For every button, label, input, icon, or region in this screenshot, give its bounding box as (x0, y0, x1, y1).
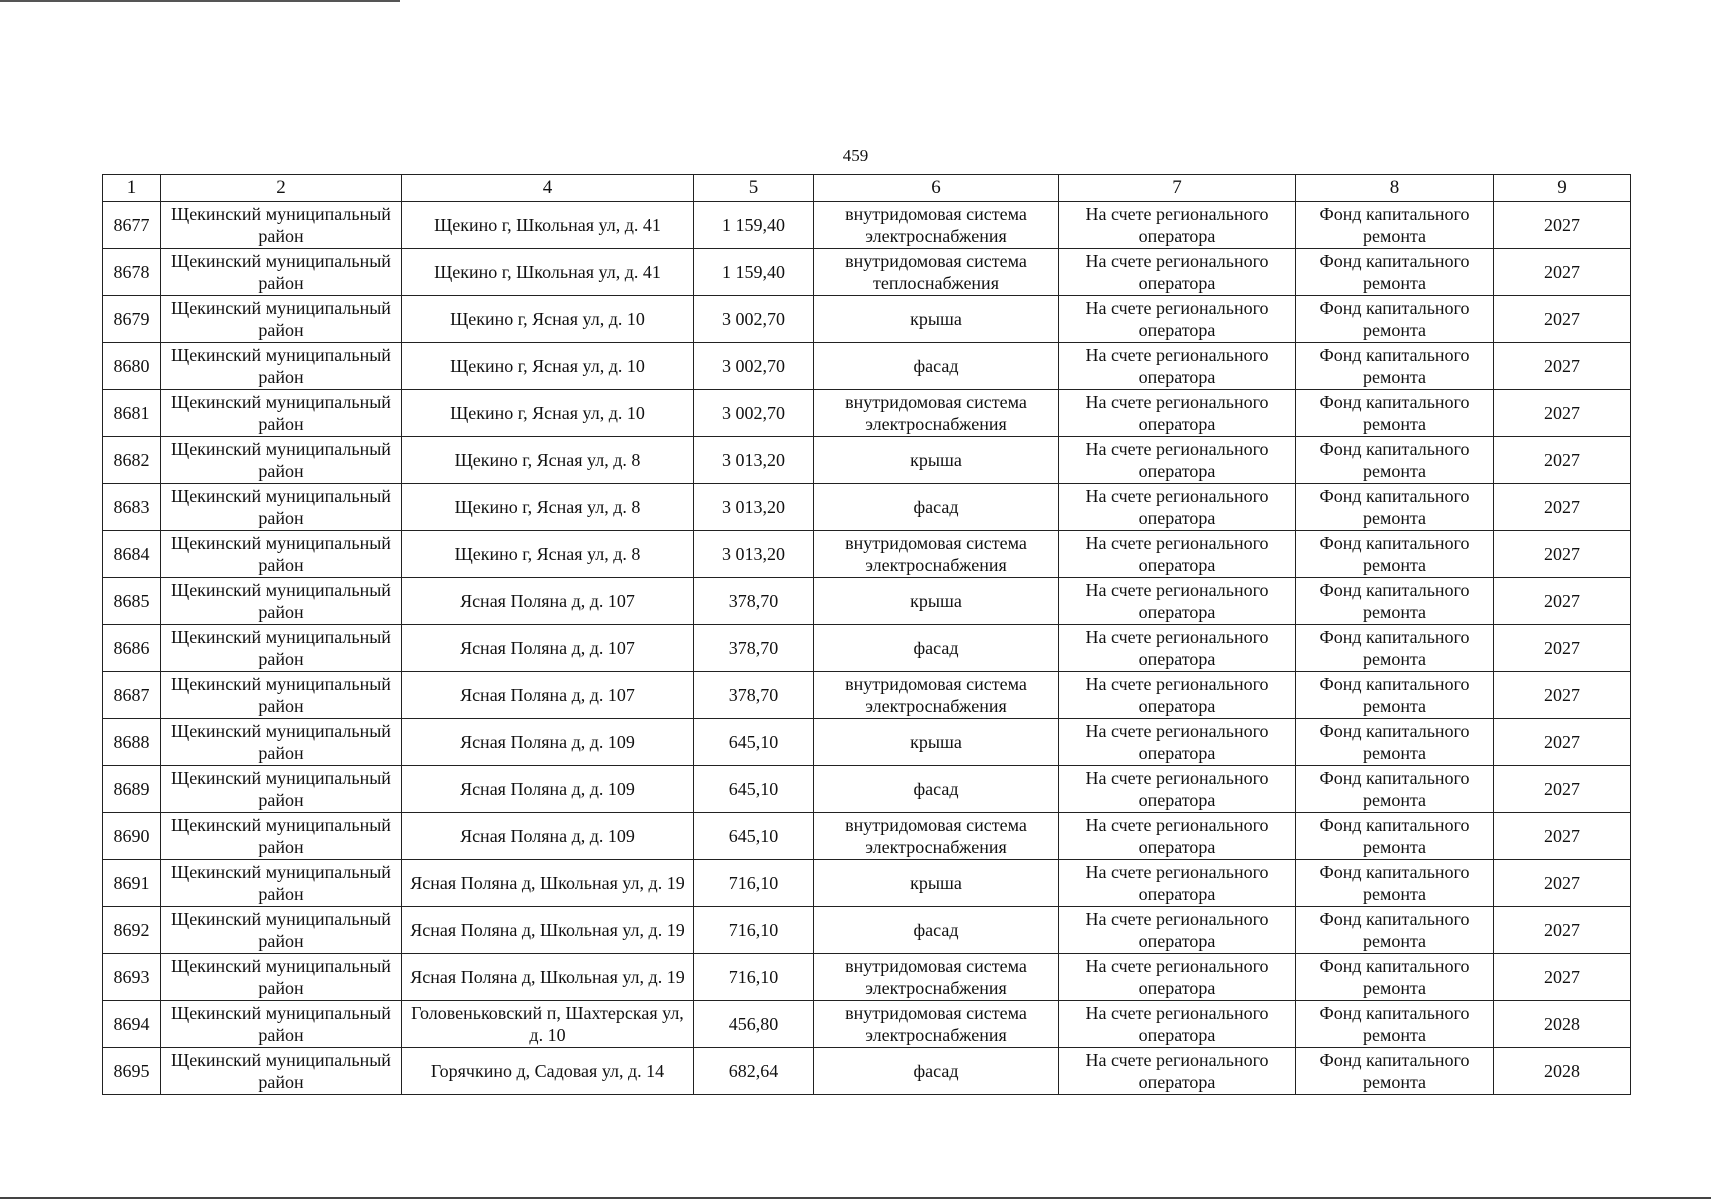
table-row (103, 860, 1631, 907)
row-number-cell: 8686 (103, 625, 161, 672)
address-cell: Щекино г, Школьная ул, д. 41 (402, 202, 694, 249)
fund-account-cell: На счете регионального оператора (1059, 907, 1296, 954)
address-cell: Ясная Поляна д, Школьная ул, д. 19 (402, 907, 694, 954)
district-cell: Щекинский муниципальный район (161, 531, 402, 578)
fund-account-cell: На счете регионального оператора (1059, 813, 1296, 860)
work-type-cell: крыша (814, 860, 1059, 907)
funding-source-cell: Фонд капитального ремонта (1296, 531, 1494, 578)
area-cell: 3 002,70 (694, 390, 814, 437)
table-row (103, 813, 1631, 860)
row-number-cell: 8680 (103, 343, 161, 390)
address-cell: Ясная Поляна д, д. 107 (402, 625, 694, 672)
year-cell: 2027 (1494, 390, 1631, 437)
year-cell: 2027 (1494, 766, 1631, 813)
fund-account-cell: На счете регионального оператора (1059, 1048, 1296, 1095)
table-row (103, 719, 1631, 766)
page-number: 459 (842, 146, 869, 165)
year-cell: 2027 (1494, 343, 1631, 390)
work-type-cell: внутридомовая система электроснабжения (814, 672, 1059, 719)
fund-account-cell: На счете регионального оператора (1059, 531, 1296, 578)
address-cell: Головеньковский п, Шахтерская ул, д. 10 (402, 1001, 694, 1048)
funding-source-cell: Фонд капитального ремонта (1296, 390, 1494, 437)
address-cell: Ясная Поляна д, д. 107 (402, 672, 694, 719)
work-type-cell: внутридомовая система электроснабжения (814, 202, 1059, 249)
funding-source-cell: Фонд капитального ремонта (1296, 625, 1494, 672)
work-type-cell: фасад (814, 625, 1059, 672)
funding-source-cell: Фонд капитального ремонта (1296, 672, 1494, 719)
fund-account-cell: На счете регионального оператора (1059, 860, 1296, 907)
address-cell: Щекино г, Ясная ул, д. 8 (402, 484, 694, 531)
area-cell: 1 159,40 (694, 202, 814, 249)
address-cell: Щекино г, Ясная ул, д. 10 (402, 390, 694, 437)
fund-account-cell: На счете регионального оператора (1059, 343, 1296, 390)
address-cell: Щекино г, Школьная ул, д. 41 (402, 249, 694, 296)
year-cell: 2027 (1494, 625, 1631, 672)
address-cell: Щекино г, Ясная ул, д. 8 (402, 531, 694, 578)
address-cell: Щекино г, Ясная ул, д. 10 (402, 296, 694, 343)
top-rule (0, 0, 400, 2)
district-cell: Щекинский муниципальный район (161, 860, 402, 907)
district-cell: Щекинский муниципальный район (161, 249, 402, 296)
column-header: 9 (1494, 175, 1631, 202)
table-header-row (103, 175, 1631, 202)
area-cell: 3 013,20 (694, 531, 814, 578)
fund-account-cell: На счете регионального оператора (1059, 1001, 1296, 1048)
table-row (103, 296, 1631, 343)
column-header: 5 (694, 175, 814, 202)
area-cell: 378,70 (694, 672, 814, 719)
district-cell: Щекинский муниципальный район (161, 296, 402, 343)
funding-source-cell: Фонд капитального ремонта (1296, 343, 1494, 390)
work-type-cell: крыша (814, 437, 1059, 484)
work-type-cell: внутридомовая система теплоснабжения (814, 249, 1059, 296)
table-row (103, 766, 1631, 813)
area-cell: 3 002,70 (694, 296, 814, 343)
column-header: 1 (103, 175, 161, 202)
year-cell: 2027 (1494, 437, 1631, 484)
funding-source-cell: Фонд капитального ремонта (1296, 1048, 1494, 1095)
area-cell: 645,10 (694, 766, 814, 813)
year-cell: 2028 (1494, 1048, 1631, 1095)
work-type-cell: внутридомовая система электроснабжения (814, 1001, 1059, 1048)
funding-source-cell: Фонд капитального ремонта (1296, 719, 1494, 766)
address-cell: Ясная Поляна д, д. 109 (402, 766, 694, 813)
address-cell: Щекино г, Ясная ул, д. 8 (402, 437, 694, 484)
table-row (103, 625, 1631, 672)
year-cell: 2027 (1494, 484, 1631, 531)
funding-source-cell: Фонд капитального ремонта (1296, 484, 1494, 531)
funding-source-cell: Фонд капитального ремонта (1296, 202, 1494, 249)
address-cell: Щекино г, Ясная ул, д. 10 (402, 343, 694, 390)
funding-source-cell: Фонд капитального ремонта (1296, 766, 1494, 813)
address-cell: Горячкино д, Садовая ул, д. 14 (402, 1048, 694, 1095)
area-cell: 378,70 (694, 625, 814, 672)
funding-source-cell: Фонд капитального ремонта (1296, 249, 1494, 296)
fund-account-cell: На счете регионального оператора (1059, 766, 1296, 813)
funding-source-cell: Фонд капитального ремонта (1296, 860, 1494, 907)
district-cell: Щекинский муниципальный район (161, 202, 402, 249)
work-type-cell: крыша (814, 578, 1059, 625)
row-number-cell: 8681 (103, 390, 161, 437)
fund-account-cell: На счете регионального оператора (1059, 249, 1296, 296)
area-cell: 716,10 (694, 907, 814, 954)
year-cell: 2027 (1494, 954, 1631, 1001)
funding-source-cell: Фонд капитального ремонта (1296, 907, 1494, 954)
address-cell: Ясная Поляна д, д. 107 (402, 578, 694, 625)
address-cell: Ясная Поляна д, д. 109 (402, 719, 694, 766)
district-cell: Щекинский муниципальный район (161, 343, 402, 390)
area-cell: 716,10 (694, 954, 814, 1001)
area-cell: 1 159,40 (694, 249, 814, 296)
address-cell: Ясная Поляна д, Школьная ул, д. 19 (402, 954, 694, 1001)
row-number-cell: 8679 (103, 296, 161, 343)
district-cell: Щекинский муниципальный район (161, 437, 402, 484)
table-body (103, 202, 1631, 1095)
work-type-cell: внутридомовая система электроснабжения (814, 390, 1059, 437)
work-type-cell: крыша (814, 296, 1059, 343)
work-type-cell: внутридомовая система электроснабжения (814, 954, 1059, 1001)
district-cell: Щекинский муниципальный район (161, 907, 402, 954)
area-cell: 3 013,20 (694, 437, 814, 484)
column-header: 2 (161, 175, 402, 202)
fund-account-cell: На счете регионального оператора (1059, 484, 1296, 531)
row-number-cell: 8691 (103, 860, 161, 907)
funding-source-cell: Фонд капитального ремонта (1296, 954, 1494, 1001)
row-number-cell: 8684 (103, 531, 161, 578)
work-type-cell: фасад (814, 1048, 1059, 1095)
work-type-cell: внутридомовая система электроснабжения (814, 813, 1059, 860)
fund-account-cell: На счете регионального оператора (1059, 437, 1296, 484)
district-cell: Щекинский муниципальный район (161, 766, 402, 813)
column-header: 7 (1059, 175, 1296, 202)
table-row (103, 249, 1631, 296)
row-number-cell: 8683 (103, 484, 161, 531)
district-cell: Щекинский муниципальный район (161, 813, 402, 860)
bottom-rule (0, 1197, 1711, 1199)
row-number-cell: 8678 (103, 249, 161, 296)
row-number-cell: 8694 (103, 1001, 161, 1048)
row-number-cell: 8689 (103, 766, 161, 813)
table-row (103, 343, 1631, 390)
table-row (103, 390, 1631, 437)
row-number-cell: 8685 (103, 578, 161, 625)
year-cell: 2027 (1494, 860, 1631, 907)
address-cell: Ясная Поляна д, Школьная ул, д. 19 (402, 860, 694, 907)
year-cell: 2027 (1494, 578, 1631, 625)
work-type-cell: фасад (814, 766, 1059, 813)
area-cell: 645,10 (694, 719, 814, 766)
fund-account-cell: На счете регионального оператора (1059, 672, 1296, 719)
fund-account-cell: На счете регионального оператора (1059, 202, 1296, 249)
fund-account-cell: На счете регионального оператора (1059, 625, 1296, 672)
table-row (103, 1048, 1631, 1095)
table-row (103, 1001, 1631, 1048)
row-number-cell: 8688 (103, 719, 161, 766)
district-cell: Щекинский муниципальный район (161, 578, 402, 625)
district-cell: Щекинский муниципальный район (161, 672, 402, 719)
area-cell: 378,70 (694, 578, 814, 625)
year-cell: 2027 (1494, 296, 1631, 343)
fund-account-cell: На счете регионального оператора (1059, 719, 1296, 766)
table-row (103, 672, 1631, 719)
table-row (103, 484, 1631, 531)
year-cell: 2028 (1494, 1001, 1631, 1048)
funding-source-cell: Фонд капитального ремонта (1296, 813, 1494, 860)
table-row (103, 907, 1631, 954)
address-cell: Ясная Поляна д, д. 109 (402, 813, 694, 860)
area-cell: 682,64 (694, 1048, 814, 1095)
district-cell: Щекинский муниципальный район (161, 719, 402, 766)
year-cell: 2027 (1494, 531, 1631, 578)
district-cell: Щекинский муниципальный район (161, 954, 402, 1001)
funding-source-cell: Фонд капитального ремонта (1296, 1001, 1494, 1048)
area-cell: 456,80 (694, 1001, 814, 1048)
table-row (103, 437, 1631, 484)
row-number-cell: 8682 (103, 437, 161, 484)
fund-account-cell: На счете регионального оператора (1059, 578, 1296, 625)
fund-account-cell: На счете регионального оператора (1059, 390, 1296, 437)
district-cell: Щекинский муниципальный район (161, 390, 402, 437)
area-cell: 645,10 (694, 813, 814, 860)
column-header: 4 (402, 175, 694, 202)
table-row (103, 954, 1631, 1001)
table-row (103, 531, 1631, 578)
year-cell: 2027 (1494, 813, 1631, 860)
registry-table (102, 174, 1631, 1095)
work-type-cell: фасад (814, 343, 1059, 390)
year-cell: 2027 (1494, 202, 1631, 249)
district-cell: Щекинский муниципальный район (161, 625, 402, 672)
column-header: 8 (1296, 175, 1494, 202)
fund-account-cell: На счете регионального оператора (1059, 954, 1296, 1001)
work-type-cell: крыша (814, 719, 1059, 766)
year-cell: 2027 (1494, 249, 1631, 296)
row-number-cell: 8692 (103, 907, 161, 954)
year-cell: 2027 (1494, 719, 1631, 766)
area-cell: 3 002,70 (694, 343, 814, 390)
row-number-cell: 8687 (103, 672, 161, 719)
work-type-cell: фасад (814, 484, 1059, 531)
row-number-cell: 8695 (103, 1048, 161, 1095)
row-number-cell: 8693 (103, 954, 161, 1001)
district-cell: Щекинский муниципальный район (161, 1048, 402, 1095)
funding-source-cell: Фонд капитального ремонта (1296, 437, 1494, 484)
work-type-cell: внутридомовая система электроснабжения (814, 531, 1059, 578)
district-cell: Щекинский муниципальный район (161, 484, 402, 531)
funding-source-cell: Фонд капитального ремонта (1296, 296, 1494, 343)
area-cell: 3 013,20 (694, 484, 814, 531)
table-row (103, 202, 1631, 249)
table-row (103, 578, 1631, 625)
funding-source-cell: Фонд капитального ремонта (1296, 578, 1494, 625)
fund-account-cell: На счете регионального оператора (1059, 296, 1296, 343)
area-cell: 716,10 (694, 860, 814, 907)
district-cell: Щекинский муниципальный район (161, 1001, 402, 1048)
row-number-cell: 8677 (103, 202, 161, 249)
column-header: 6 (814, 175, 1059, 202)
work-type-cell: фасад (814, 907, 1059, 954)
row-number-cell: 8690 (103, 813, 161, 860)
year-cell: 2027 (1494, 672, 1631, 719)
year-cell: 2027 (1494, 907, 1631, 954)
